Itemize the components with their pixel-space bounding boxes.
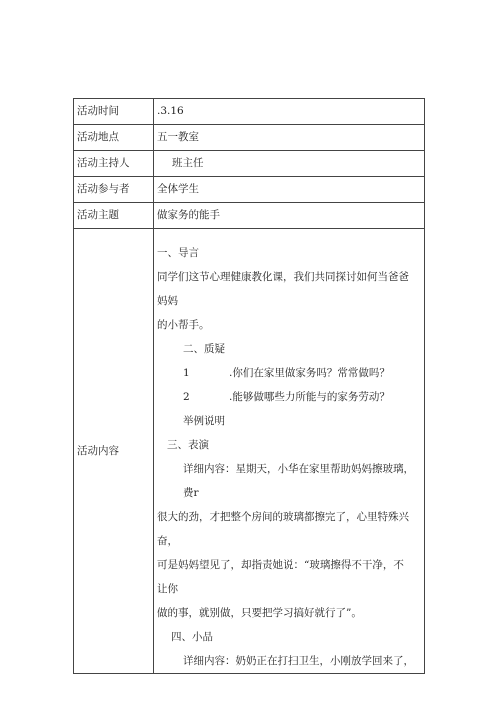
table-row	[74, 177, 425, 203]
section-2-title: 二、质疑	[183, 343, 225, 355]
question-1	[157, 361, 414, 385]
question-1-text: .你们在家里做家务吗？常常做吗？	[229, 367, 390, 379]
table-row	[74, 203, 425, 229]
section-3-line-2: 很大的劲，才把整个房间的玻璃都擦完了，心里特殊兴奋，	[157, 511, 409, 547]
value-cell-time: .3.16	[154, 99, 425, 125]
section-3-title: 三、表演	[167, 439, 209, 451]
label-cell-host: 活动主持人	[74, 151, 154, 177]
table-row	[74, 125, 425, 151]
question-2	[157, 385, 414, 409]
value-cell-participants: 全体学生	[154, 177, 425, 203]
label-cell-participants: 活动参与者	[74, 177, 154, 203]
label-cell-location: 活动地点	[74, 125, 154, 151]
activity-table	[73, 98, 425, 674]
label-cell-content: 活动内容	[74, 229, 154, 674]
example-label: 举例说明	[183, 415, 225, 427]
value-cell-location: 五一教室	[154, 125, 425, 151]
section-3-line-1: 详细内容：星期天，小华在家里帮助妈妈擦玻璃，费r	[183, 463, 414, 499]
section-3-line-3: 可是妈妈望见了，却指责她说：“玻璃擦得不干净，不让你	[157, 559, 404, 595]
table-row	[74, 99, 425, 125]
label-cell-time: 活动时间	[74, 99, 154, 125]
section-1-line-1: 同学们这节心理健康教化课，我们共同探讨如何当爸爸妈妈	[157, 271, 409, 307]
table-row	[74, 151, 425, 177]
value-cell-host: 班主任	[154, 151, 425, 177]
section-4-line-1: 详细内容：奶奶正在打扫卫生，小刚放学回来了，	[183, 655, 414, 667]
value-cell-content	[154, 229, 425, 674]
section-3-line-4: 做的事，就别做，只要把学习搞好就行了”。	[157, 607, 362, 619]
section-1-line-2: 的小帮手。	[157, 319, 210, 331]
question-2-text: .能够做哪些力所能与的家务劳动？	[229, 391, 390, 403]
section-4-title: 四、小品	[171, 631, 213, 643]
section-1-title: 一、导言	[157, 247, 199, 259]
label-cell-theme: 活动主题	[74, 203, 154, 229]
table-row	[74, 229, 425, 674]
question-1-number: 1	[183, 367, 190, 379]
question-2-number: 2	[183, 391, 190, 403]
value-cell-theme: 做家务的能手	[154, 203, 425, 229]
